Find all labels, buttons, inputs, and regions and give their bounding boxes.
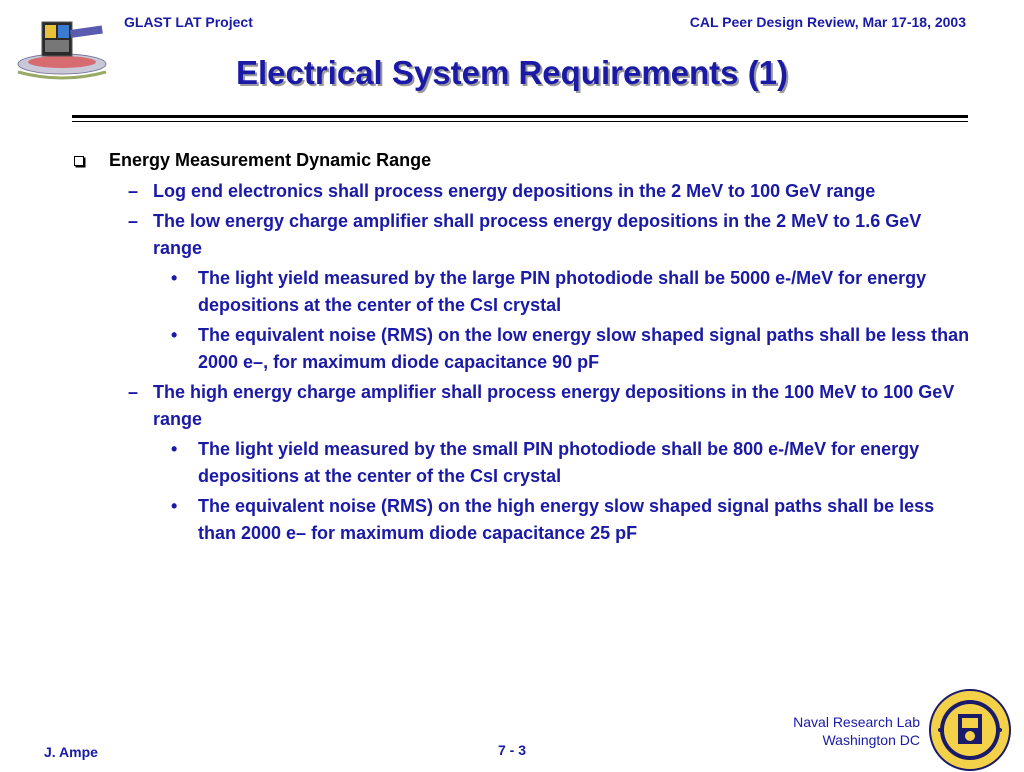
checkbox-bullet-icon [74,156,84,166]
dot-bullet-icon: • [171,325,178,345]
dash-bullet-icon: – [128,211,139,231]
title-divider-thin [72,121,968,122]
dot-bullet-icon: • [171,439,178,459]
page-number: 7 - 3 [497,742,526,758]
item-text: Log end electronics shall process energy depositions in the 2 MeV to 100 GeV range [153,181,876,201]
item-text: The low energy charge amplifier shall process energy depositions in the 2 MeV to 1.6 GeV range [153,211,922,258]
list-item [72,379,972,433]
list-item [72,322,972,376]
list-item [72,178,972,205]
list-item [72,208,972,262]
list-item [72,265,972,319]
dash-bullet-icon: – [128,382,139,402]
footer-author: J. Ampe [44,744,98,760]
nrl-seal-logo [928,688,1012,772]
slide-content [72,146,972,547]
org-name: Naval Research Lab [793,714,920,730]
footer-organization [793,713,920,749]
org-location: Washington DC [822,732,920,748]
header-review: CAL Peer Design Review, Mar 17-18, 2003 [689,14,966,30]
slide-title: Electrical System Requirements (1) [235,54,789,91]
item-text: The equivalent noise (RMS) on the low energy slow shaped signal paths shall be less than 2000 e–, for maximum diode capacitance 90 pF [198,325,970,372]
dash-bullet-icon: – [128,181,139,201]
item-text: The equivalent noise (RMS) on the high energy slow shaped signal paths shall be less than 2000 e– for maximum diode capacitance 25 pF [198,496,935,543]
title-divider-thick [72,115,968,118]
dot-bullet-icon: • [171,268,178,288]
list-item [72,436,972,490]
item-text: The light yield measured by the large PIN photodiode shall be 5000 e-/MeV for energy depositions at the center of the CsI crystal [198,268,927,315]
header-project: GLAST LAT Project [124,14,253,30]
list-item [72,146,972,175]
item-text: The high energy charge amplifier shall process energy depositions in the 100 MeV to 100 GeV range [153,382,955,429]
list-item [72,493,972,547]
dot-bullet-icon: • [171,496,178,516]
item-text: The light yield measured by the small PIN photodiode shall be 800 e-/MeV for energy depositions at the center of the CsI crystal [198,439,920,486]
section-heading: Energy Measurement Dynamic Range [109,150,432,170]
